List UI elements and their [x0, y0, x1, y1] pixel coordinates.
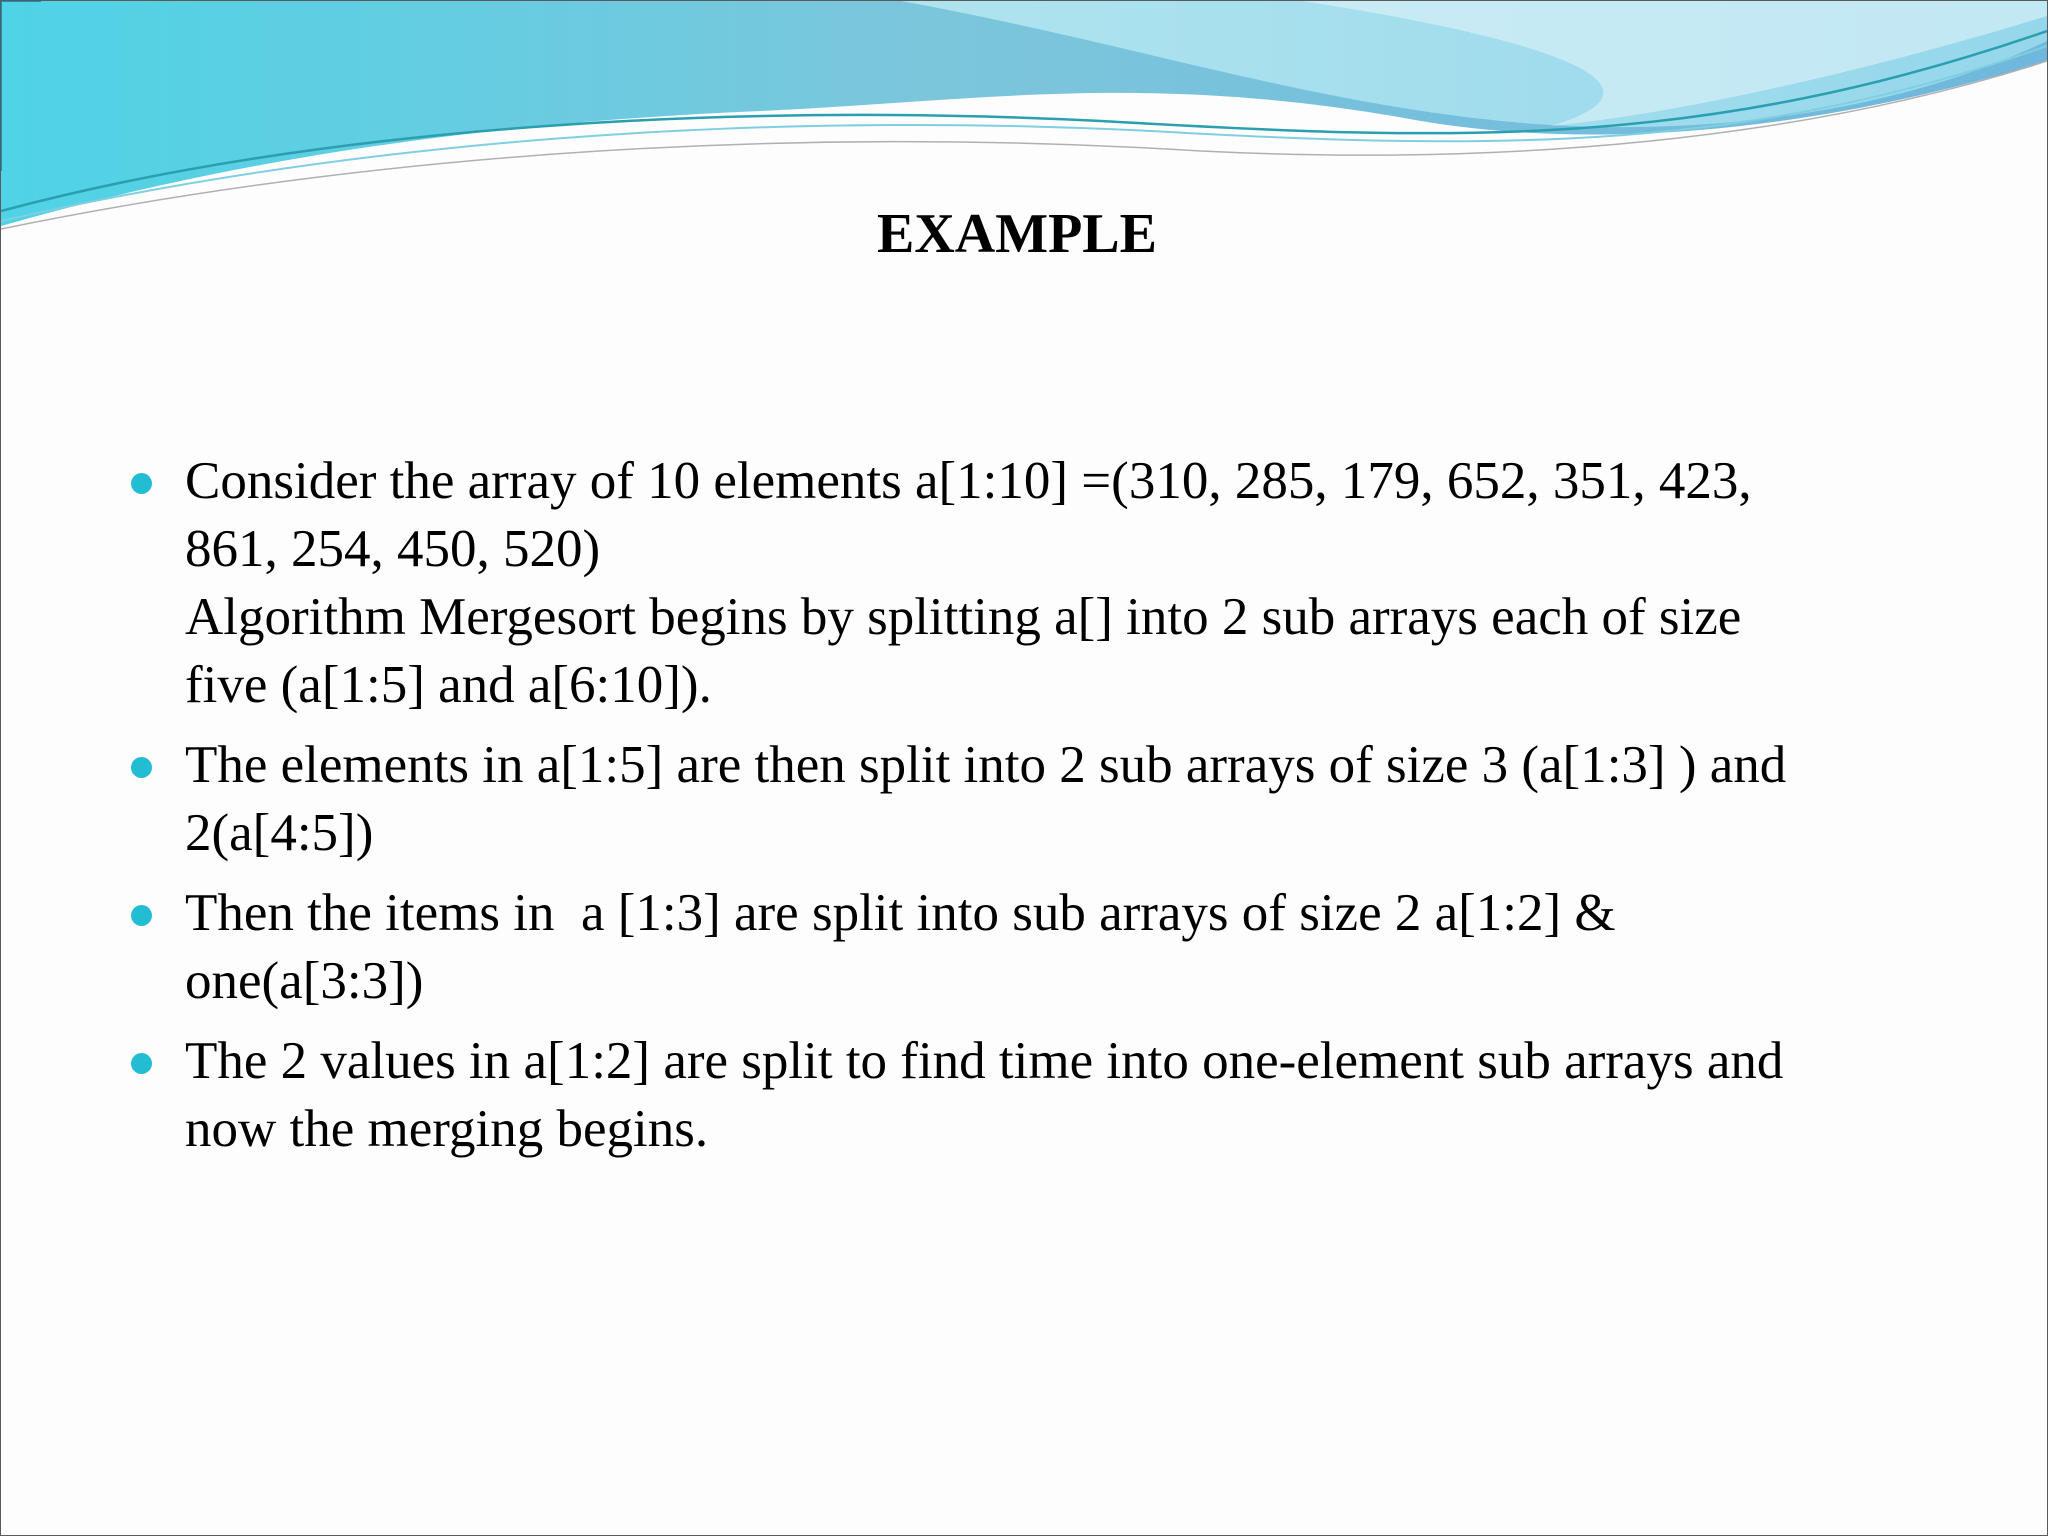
bullet-line: The 2 values in a[1:2] are split to find time into one-element sub arrays and: [185, 1032, 1784, 1090]
list-item: [125, 447, 1925, 719]
bullet-line: Then the items in a [1:3] are split into sub arrays of size 2 a[1:2] &: [185, 884, 1616, 942]
list-item: [125, 879, 1925, 1015]
list-item: [125, 1027, 1925, 1163]
bullet-line: Consider the array of 10 elements a[1:10] =(310, 285, 179, 652, 351, 423,: [185, 452, 1752, 510]
slide-title: EXAMPLE: [877, 203, 1157, 265]
list-item: [125, 731, 1925, 867]
bullet-icon: [131, 1053, 152, 1074]
bullet-line: The elements in a[1:5] are then split into 2 sub arrays of size 3 (a[1:3] ) and: [185, 736, 1787, 794]
bullet-line: now the merging begins.: [185, 1100, 709, 1158]
bullet-line: five (a[1:5] and a[6:10]).: [185, 656, 712, 714]
bullet-line: 861, 254, 450, 520): [185, 520, 601, 578]
bullet-list: [125, 447, 1925, 1175]
bullet-line: 2(a[4:5]): [185, 804, 374, 862]
bullet-icon: [131, 473, 152, 494]
bullet-icon: [131, 905, 152, 926]
bullet-line: Algorithm Mergesort begins by splitting a[] into 2 sub arrays each of size: [185, 588, 1742, 646]
bullet-line: one(a[3:3]): [185, 952, 424, 1010]
bullet-icon: [131, 757, 152, 778]
